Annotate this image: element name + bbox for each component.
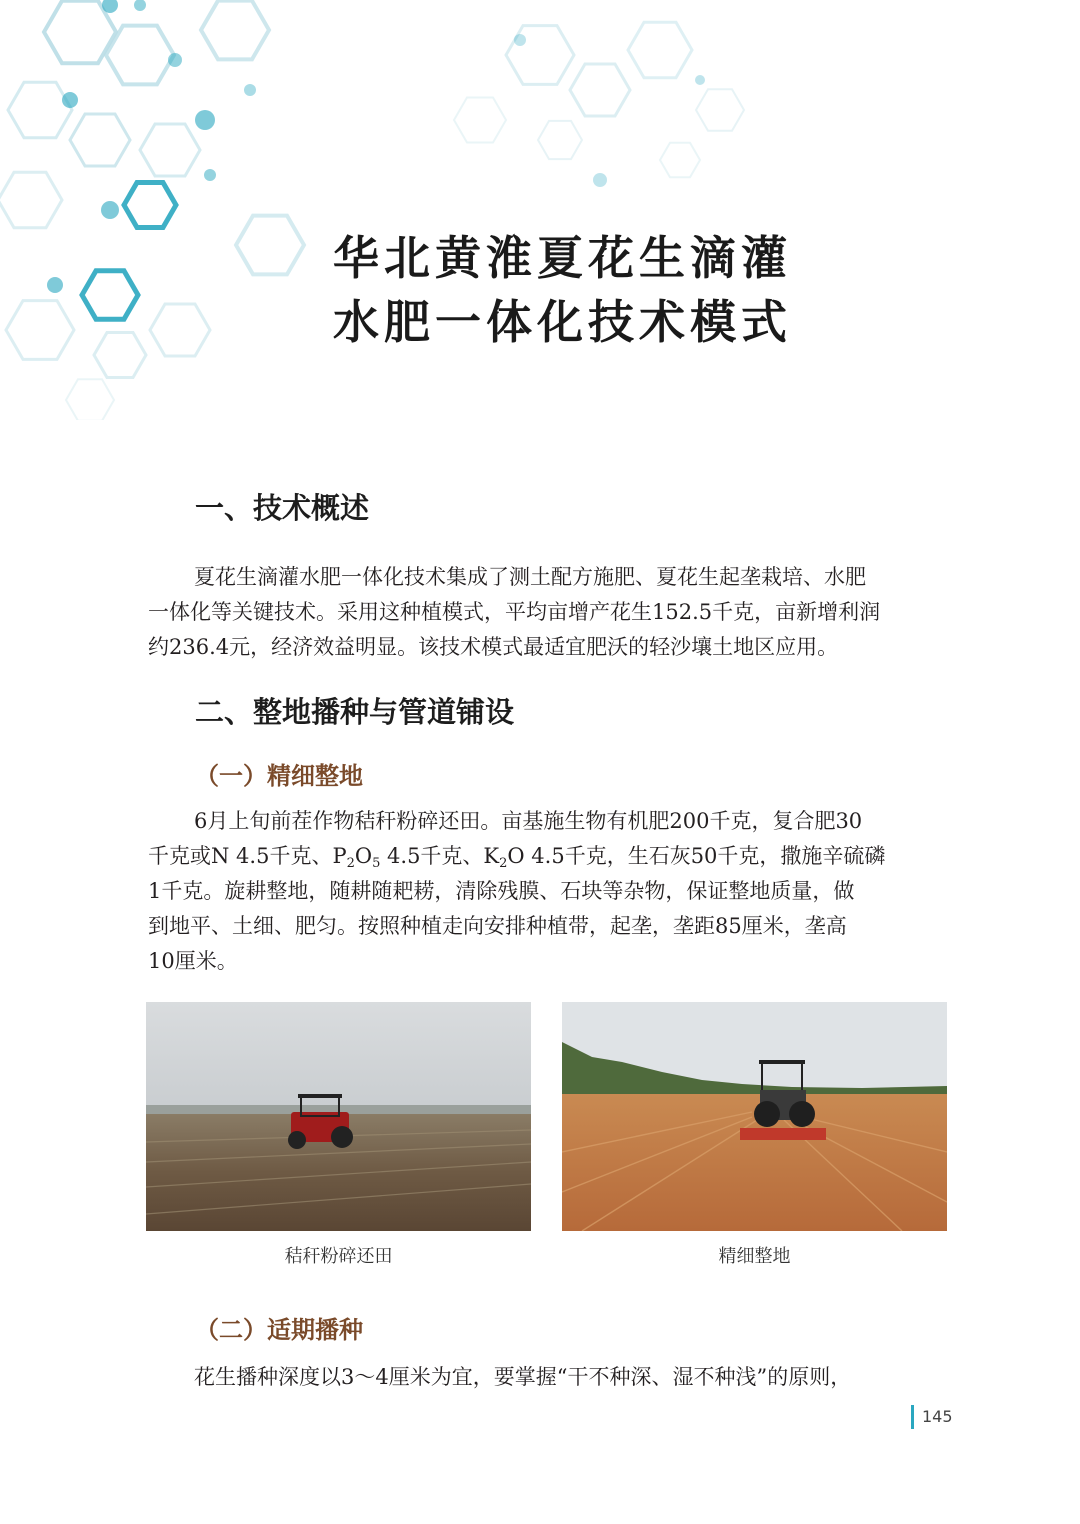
overview-paragraph	[148, 560, 946, 665]
hexagon-decoration	[0, 0, 1080, 420]
subheading-fine-tillage: （一）精细整地	[195, 762, 363, 790]
sowing-paragraph	[148, 1360, 946, 1395]
photo-caption: 秸秆粉碎还田	[284, 1246, 393, 1267]
hexagon-shape	[236, 216, 304, 275]
hexagon-shape	[94, 333, 146, 378]
hexagon-shape	[150, 304, 210, 356]
dot-shape	[514, 34, 526, 46]
dot-shape	[593, 173, 607, 187]
hexagon-shape	[538, 121, 582, 159]
dot-shape	[244, 84, 256, 96]
photo-straw-returning	[146, 1002, 531, 1231]
dot-shape	[195, 110, 215, 130]
tillage-paragraph	[148, 804, 946, 979]
hexagon-shape	[570, 64, 630, 116]
paragraph-line: 6月上旬前茬作物秸秆粉碎还田。亩基施生物有机肥200千克，复合肥30	[194, 809, 863, 833]
photo-caption: 精细整地	[718, 1246, 791, 1267]
paragraph-line: 一体化等关键技术。采用这种植模式，平均亩增产花生152.5千克，亩新增利润	[148, 600, 881, 624]
photo-fine-tillage	[562, 1002, 947, 1231]
dot-shape	[204, 169, 216, 181]
dot-shape	[134, 0, 146, 11]
paragraph-line: 花生播种深度以3～4厘米为宜，要掌握“干不种深、湿不种浅”的原则，	[194, 1365, 852, 1389]
hexagon-shape	[82, 271, 138, 319]
section-heading-land-preparation: 二、整地播种与管道铺设	[195, 695, 515, 729]
paragraph-line-formula: 千克或N 4.5千克、$P_2O_5$ 4.5千克、$K_2O$ 4.5千克，生石灰50千克，撒施辛硫磷	[148, 844, 886, 871]
dot-shape	[62, 92, 78, 108]
hexagon-shape	[8, 82, 72, 137]
paragraph-line: 10厘米。	[148, 949, 238, 973]
page-number: 145	[911, 1405, 953, 1429]
hexagon-shape	[124, 183, 176, 228]
hexagon-shape	[0, 172, 62, 227]
dot-shape	[695, 75, 705, 85]
section-heading-overview: 一、技术概述	[195, 491, 370, 525]
hexagon-shape	[696, 89, 744, 131]
paragraph-line: 约236.4元，经济效益明显。该技术模式最适宜肥沃的轻沙壤土地区应用。	[148, 635, 839, 659]
hexagon-shape	[106, 26, 174, 85]
title-line-1: 华北黄淮夏花生滴灌	[333, 231, 792, 285]
hexagon-shape	[506, 26, 574, 85]
dot-shape	[101, 201, 119, 219]
paragraph-line: 到地平、土细、肥匀。按照种植走向安排种植带，起垄，垄距85厘米，垄高	[148, 914, 847, 938]
dot-shape	[168, 53, 182, 67]
hexagon-shape	[454, 98, 506, 143]
hexagon-shape	[140, 124, 200, 176]
subheading-timely-sowing: （二）适期播种	[195, 1316, 363, 1344]
hexagon-shape	[628, 22, 692, 77]
hexagon-shape	[201, 1, 269, 60]
paragraph-line: 夏花生滴灌水肥一体化技术集成了测土配方施肥、夏花生起垄栽培、水肥	[194, 565, 866, 589]
paragraph-line: 1千克。旋耕整地，随耕随耙耢，清除残膜、石块等杂物，保证整地质量，做	[148, 879, 855, 903]
hexagon-shape	[70, 114, 130, 166]
title-line-2: 水肥一体化技术模式	[333, 295, 792, 349]
hexagon-shape	[660, 143, 700, 178]
dot-shape	[47, 277, 63, 293]
page-title	[333, 226, 853, 354]
hexagon-shape	[6, 301, 74, 360]
hexagon-shape	[66, 379, 114, 420]
